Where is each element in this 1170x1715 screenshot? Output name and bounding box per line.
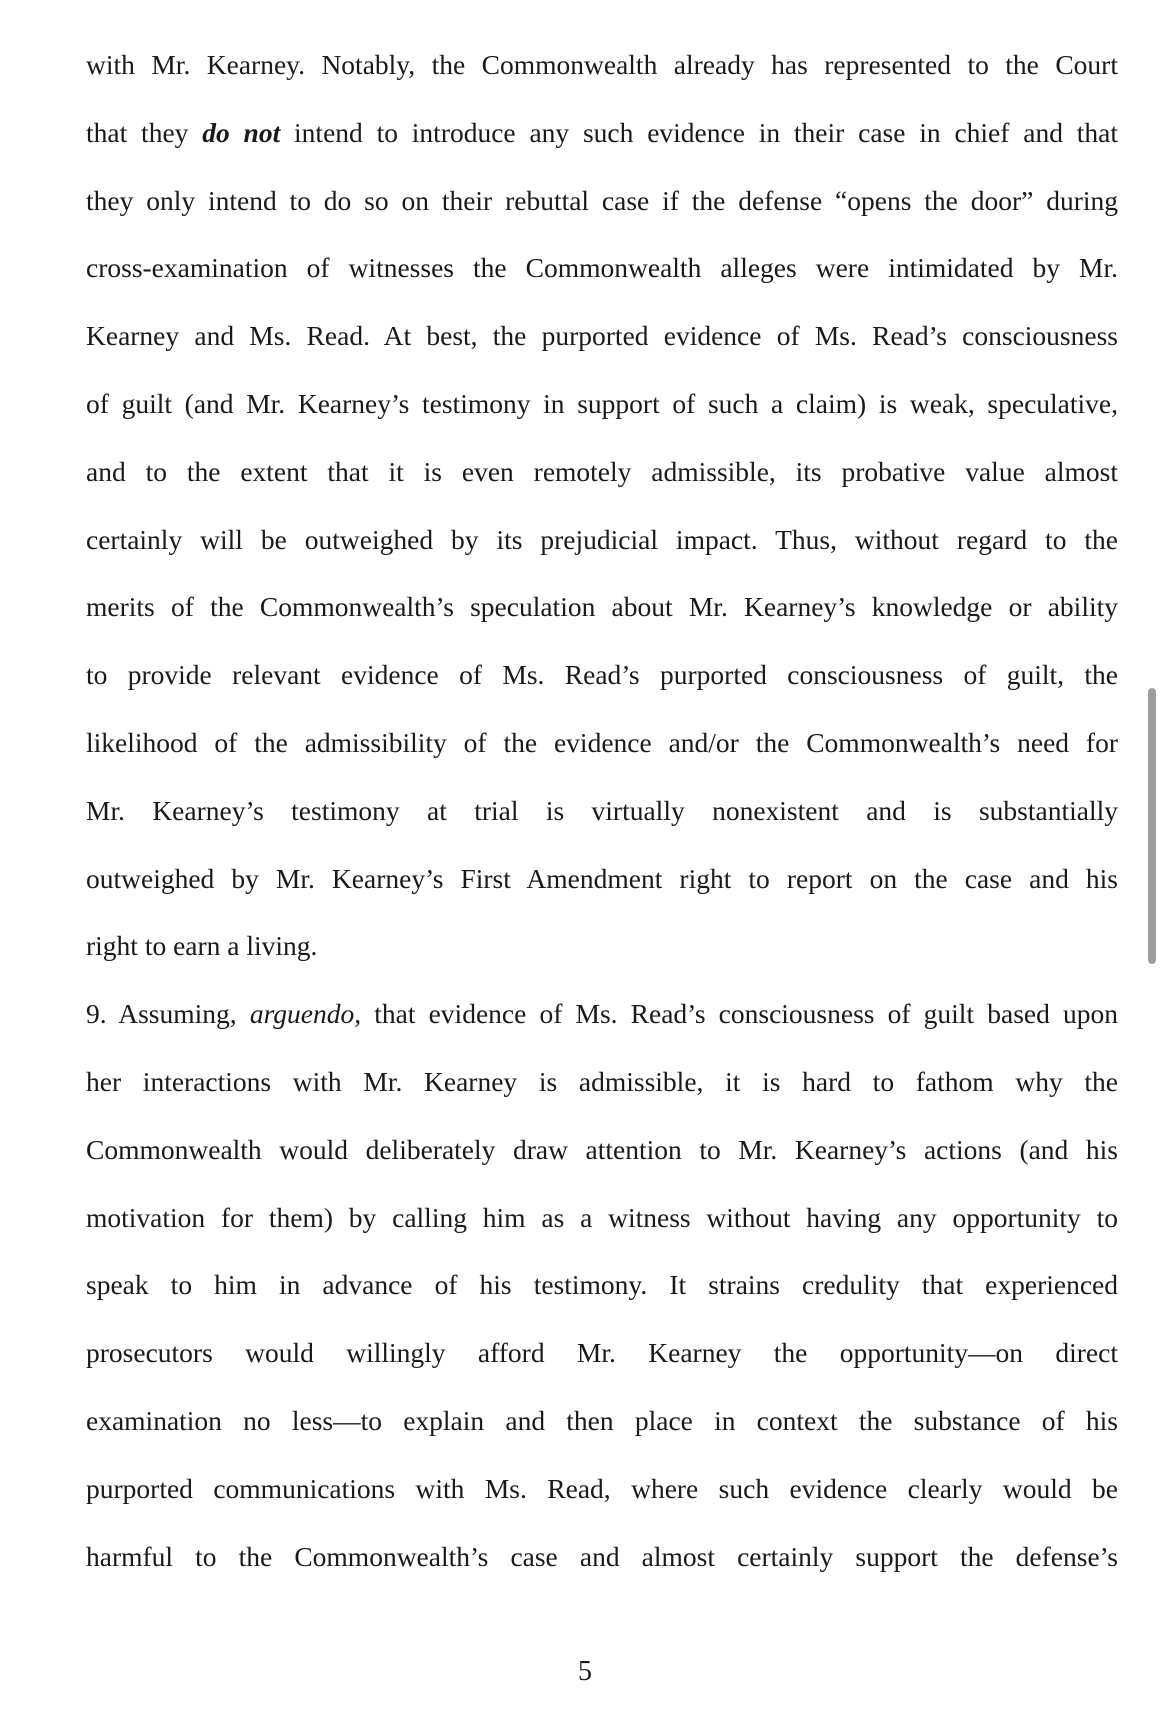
text-run: motivation for them) by calling him as a witness without having any opportunity to [86,1201,1118,1233]
text-run: right to earn a living. [86,930,318,962]
text-run: certainly will be outweighed by its prejudicial impact. Thus, without regard to the [86,523,1118,555]
text-run: purported communications with Ms. Read, where such evidence clearly would be [86,1472,1118,1504]
text-run: cross-examination of witnesses the Commonwealth alleges were intimidated by Mr. [86,252,1118,284]
text-line [86,1537,1118,1577]
text-line [86,1265,1118,1305]
text-line [86,859,1118,899]
text-run: examination no less—to explain and then place in context the substance of his [86,1405,1118,1436]
text-line [86,113,1118,153]
text-run: intend to introduce any such evidence in their case in chief and that [280,116,1118,148]
text-line [86,655,1118,695]
text-line [86,994,1118,1034]
text-line [86,248,1118,288]
text-line [86,181,1118,221]
text-run: that they [86,116,203,148]
text-run: of guilt (and Mr. Kearney’s testimony in support of such a claim) is weak, speculative, [86,388,1118,419]
text-line [86,723,1118,763]
text-line [86,1062,1118,1102]
text-run: speak to him in advance of his testimony. It strains credulity that experienced [86,1269,1118,1301]
text-line [86,1333,1118,1373]
text-line [86,1469,1118,1509]
text-run: her interactions with Mr. Kearney is admissible, it is hard to fathom why the [86,1066,1118,1097]
text-line [86,1198,1118,1238]
text-line [86,452,1118,492]
text-line [86,45,1118,85]
text-line [86,316,1118,356]
text-line [86,1130,1118,1170]
emphasis-italic: arguendo [249,998,355,1030]
text-run: and to the extent that it is even remotely admissible, its probative value almost [86,455,1118,487]
text-run: , that evidence of Ms. Read’s consciousness of guilt based upon [354,998,1118,1030]
text-run: prosecutors would willingly afford Mr. Kearney the opportunity—on direct [86,1337,1118,1369]
text-line [86,926,1118,966]
text-line [86,520,1118,560]
text-run: merits of the Commonwealth’s speculation about Mr. Kearney’s knowledge or ability [86,591,1118,623]
scrollbar-thumb[interactable] [1148,688,1156,964]
page-number: 5 [578,1656,592,1687]
text-line [86,384,1118,424]
text-line [86,587,1118,627]
text-line [86,1401,1118,1441]
text-run: with Mr. Kearney. Notably, the Commonwealth already has represented to the Court [86,49,1118,80]
text-run: likelihood of the admissibility of the evidence and/or the Commonwealth’s need for [86,727,1118,758]
text-run: they only intend to do so on their rebuttal case if the defense “opens the door” during [86,184,1118,216]
text-run: to provide relevant evidence of Ms. Read’s purported consciousness of guilt, the [86,659,1118,691]
text-run: harmful to the Commonwealth’s case and almost certainly support the defense’s [86,1540,1118,1572]
text-line [86,791,1118,831]
text-run: Commonwealth would deliberately draw attention to Mr. Kearney’s actions (and his [86,1133,1118,1165]
text-run: Mr. Kearney’s testimony at trial is virtually nonexistent and is substantially [86,794,1118,826]
text-run: outweighed by Mr. Kearney’s First Amendment right to report on the case and his [86,862,1118,894]
text-run: Kearney and Ms. Read. At best, the purported evidence of Ms. Read’s consciousness [86,320,1118,352]
text-run: 9. Assuming, [86,998,250,1030]
emphasis-bold-italic: do not [202,116,281,148]
